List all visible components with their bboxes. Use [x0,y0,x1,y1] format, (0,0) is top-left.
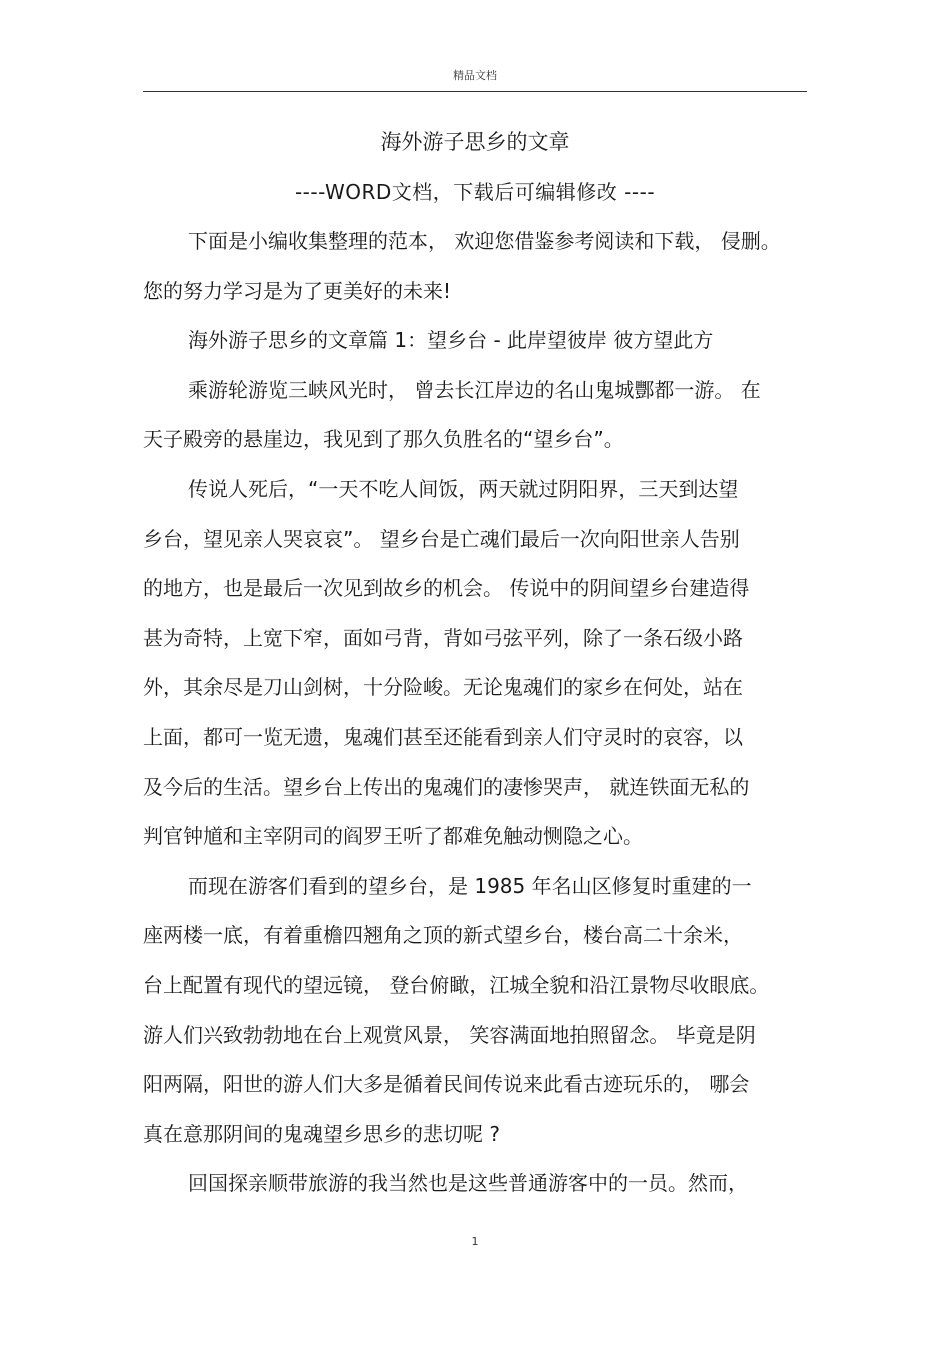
body-line: 阳两隔，阳世的游人们大多是循着民间传说来此看古迹玩乐的， 哪会 [143,1072,750,1097]
body-line: 的地方，也是最后一次见到故乡的机会。 传说中的阴间望乡台建造得 [143,576,750,601]
document-title: 海外游子思乡的文章 [380,130,570,154]
header-divider [143,91,807,92]
body-line: 真在意那阴间的鬼魂望乡思乡的悲切呢 ? [143,1121,500,1146]
body-line: 判官钟馗和主宰阴司的阎罗王听了都难免触动恻隐之心。 [143,824,643,849]
section-heading: 海外游子思乡的文章篇 1：望乡台 - 此岸望彼岸 彼方望此方 [188,328,714,353]
body-line: 乡台，望见亲人哭哀哀”。 望乡台是亡魂们最后一次向阳世亲人告别 [143,526,740,551]
body-line: 甚为奇特，上宽下窄，面如弓背，背如弓弦平列，除了一条石级小路 [143,625,743,650]
body-line: 上面，都可一览无遗，鬼魂们甚至还能看到亲人们守灵时的哀容，以 [143,724,743,749]
body-line: 回国探亲顺带旅游的我当然也是这些普通游客中的一员。然而， [188,1171,748,1196]
body-line: 您的努力学习是为了更美好的未来! [143,278,452,303]
body-line: 游人们兴致勃勃地在台上观赏风景， 笑容满面地拍照留念。 毕竟是阴 [143,1022,756,1047]
body-line: 及今后的生活。望乡台上传出的鬼魂们的凄惨哭声， 就连铁面无私的 [143,774,750,799]
body-line: 台上配置有现代的望远镜， 登台俯瞰，江城全貌和沿江景物尽收眼底。 [143,972,770,997]
body-line: 传说人死后，“一天不吃人间饭，两天就过阴阳界，三天到达望 [188,476,739,501]
body-line: 乘游轮游览三峡风光时， 曾去长江岸边的名山鬼城酆都一游。 在 [188,377,761,402]
page-header-label: 精品文档 [453,69,497,82]
body-line: 外，其余尽是刀山剑树，十分险峻。无论鬼魂们的家乡在何处，站在 [143,675,743,700]
document-body [143,226,807,1218]
body-line: 下面是小编收集整理的范本， 欢迎您借鉴参考阅读和下载， 侵删。 [188,229,781,253]
page-number: 1 [471,1235,479,1248]
body-line: 天子殿旁的悬崖边，我见到了那久负胜名的“望乡台”。 [143,427,624,452]
document-subtitle: ----WORD文档，下载后可编辑修改 ---- [294,180,656,204]
body-line: 座两楼一底，有着重檐四翘角之顶的新式望乡台，楼台高二十余米， [143,923,743,948]
body-line: 而现在游客们看到的望乡台，是 1985 年名山区修复时重建的一 [188,873,752,898]
